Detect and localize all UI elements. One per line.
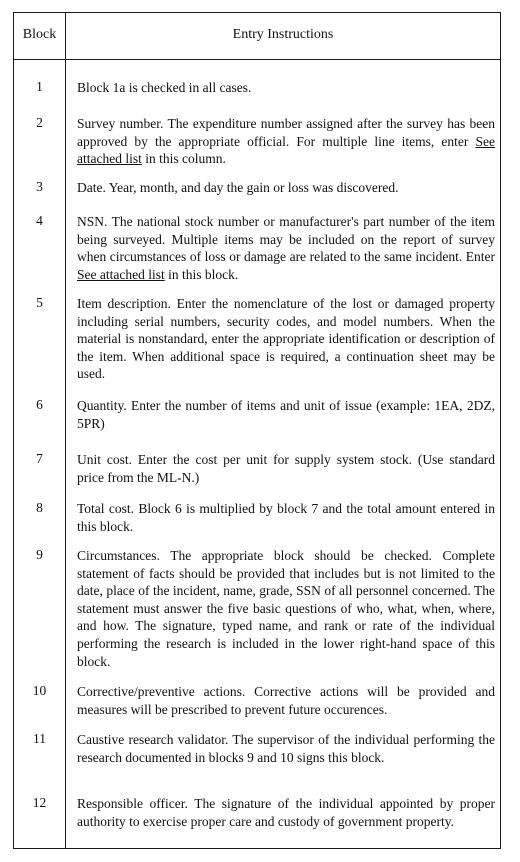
row-7-block-number: 7 (36, 451, 43, 466)
row-4-block-number: 4 (36, 213, 43, 228)
row-12-instruction: Responsible officer. The signature of the individual appointed by proper authority to exercise proper care and custody of government property. (77, 796, 495, 829)
row-5-instruction: Item description. Enter the nomenclature of the lost or damaged property including serial numbers, security codes, and model numbers. When the material is nonstandard, enter the appropriate identification or description of the item. When additional space is required, a continuation sheet may be used. (77, 296, 495, 382)
row-6-block-number: 6 (36, 397, 43, 412)
row-10-instruction: Corrective/preventive actions. Corrective actions will be provided and measures will be prescribed to prevent future occurences. (77, 684, 495, 717)
row-4-instruction: NSN. The national stock number or manufacturer's part number of the item being surveyed. Multiple items may be included on the report of survey when circumstances of loss or damage are related to the same incident. Enter See attached list in this block. (77, 214, 495, 282)
row-2-instruction: Survey number. The expenditure number assigned after the survey has been approved by the appropriate official. For multiple line items, enter See attached list in this column. (77, 116, 495, 167)
header-divider (14, 59, 500, 60)
row-5-block-number: 5 (36, 295, 43, 310)
row-11-instruction: Caustive research validator. The supervisor of the individual performing the research documented in blocks 9 and 10 signs this block. (77, 732, 495, 765)
row-9-block-number: 9 (36, 547, 43, 562)
row-12-block-number: 12 (32, 795, 47, 810)
row-3-instruction: Date. Year, month, and day the gain or loss was discovered. (77, 180, 399, 195)
see-attached-list-underlined: See attached list (77, 266, 165, 282)
row-11-block-number: 11 (33, 731, 46, 746)
row-1-instruction: Block 1a is checked in all cases. (77, 80, 252, 95)
row-1-block-number: 1 (36, 79, 43, 94)
row-7-instruction: Unit cost. Enter the cost per unit for supply system stock. (Use standard price from the ML-N.) (77, 452, 495, 485)
header-entry-instructions: Entry Instructions (232, 27, 334, 42)
see-attached-list-underlined: See attached list (77, 133, 495, 167)
column-divider (65, 13, 66, 848)
row-6-instruction: Quantity. Enter the number of items and unit of issue (example: 1EA, 2DZ, 5PR) (77, 398, 495, 431)
row-2-block-number: 2 (36, 115, 43, 130)
row-9-instruction: Circumstances. The appropriate block should be checked. Complete statement of facts should be provided that includes but is not limited to the date, place of the incident, name, grade, SSN of all personnel concerned. The statement must answer the five basic questions of who, what, when, where, and how. The signature, typed name, and rank or rate of the individual performing the research is included in the lower right-hand space of this block. (77, 548, 495, 669)
row-10-block-number: 10 (32, 683, 47, 698)
header-block: Block (22, 27, 57, 42)
row-8-block-number: 8 (36, 500, 43, 515)
row-3-block-number: 3 (36, 179, 43, 194)
row-8-instruction: Total cost. Block 6 is multiplied by block 7 and the total amount entered in this block. (77, 501, 495, 534)
entry-instructions-table (13, 12, 501, 849)
